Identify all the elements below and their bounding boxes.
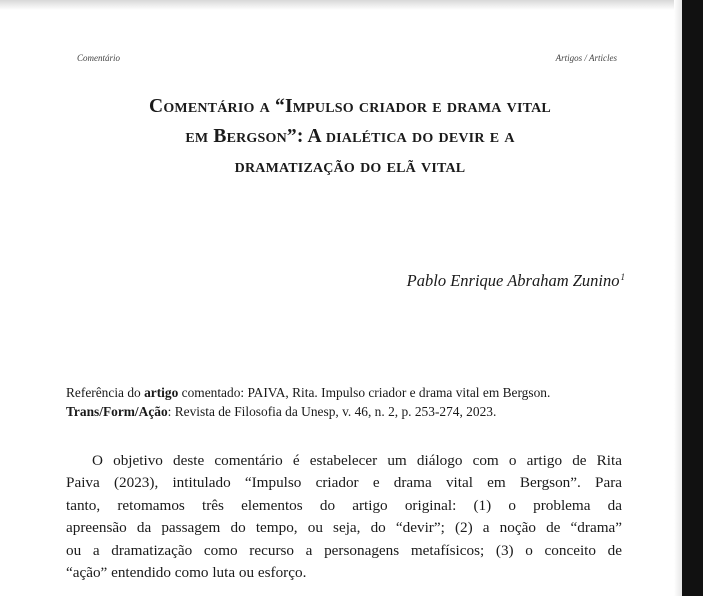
reference-text: comentado: PAIVA, Rita. Impulso criador e drama vital em Bergson.	[178, 385, 551, 400]
paragraph-line: apreensão da passagem do tempo, ou seja, do “devir”; (2) a noção de “drama”	[66, 519, 622, 537]
title-line: dramatização do elã vital	[234, 156, 466, 177]
article-title	[70, 92, 630, 182]
reference-bold: artigo	[144, 385, 179, 400]
title-line: em Bergson”: A dialética do devir e a	[185, 126, 515, 147]
paragraph-line: O objetivo deste comentário é estabelecer um diálogo com o artigo de Rita	[92, 452, 622, 469]
paragraph-line: tanto, retomamos três elementos do artigo original: (1) o problema da	[66, 496, 622, 514]
page-shadow-right	[674, 0, 682, 596]
title-line: Comentário a “Impulso criador e drama vital	[149, 96, 551, 117]
viewer-border	[682, 0, 703, 596]
reference-text: Referência do	[66, 385, 145, 400]
page-shadow-top	[0, 0, 682, 10]
reference-text: : Revista de Filosofia da Unesp, v. 46, n. 2, p. 253-274, 2023.	[167, 404, 497, 419]
running-header-right: Artigos / Articles	[555, 53, 617, 63]
running-header-left: Comentário	[77, 53, 121, 63]
journal-name: Trans/Form/Ação	[66, 404, 168, 419]
paragraph-line: “ação” entendido como luta ou esforço.	[66, 564, 307, 582]
reference-line	[66, 402, 630, 421]
body-paragraph	[66, 450, 622, 584]
author-byline	[330, 271, 625, 291]
author-name: Pablo Enrique Abraham Zunino	[406, 271, 620, 290]
reference-line	[66, 383, 630, 402]
reference-block	[66, 383, 630, 421]
paragraph-line: Paiva (2023), intitulado “Impulso criador e drama vital em Bergson”. Para	[66, 474, 622, 492]
paragraph-line: ou a dramatização como recurso a personagens metafísicos; (3) o conceito de	[66, 541, 622, 559]
footnote-mark[interactable]: 1	[620, 271, 625, 282]
